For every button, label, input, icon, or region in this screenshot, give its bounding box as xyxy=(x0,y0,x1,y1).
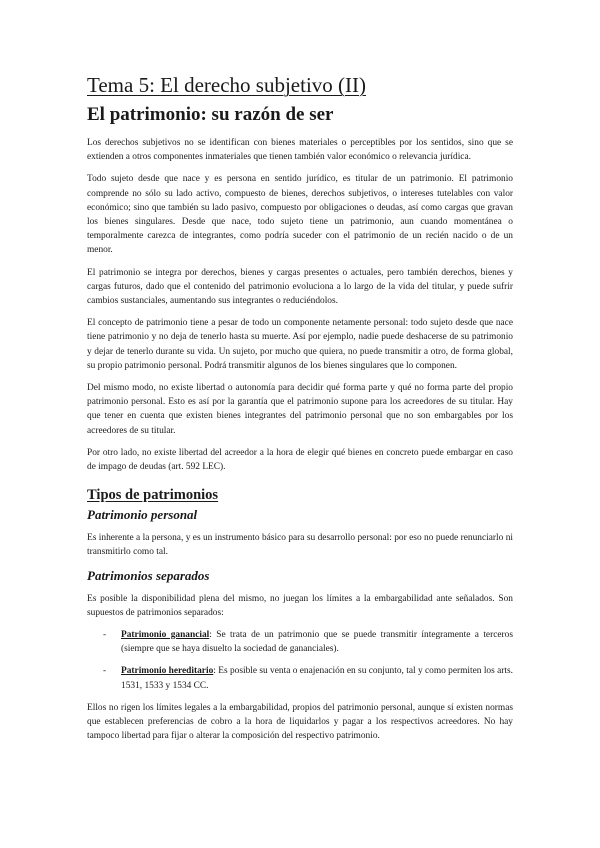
separados-heading: Patrimonios separados xyxy=(87,567,210,583)
paragraph: Por otro lado, no existe libertad del acreedor a la hora de elegir qué bienes en concreto puede embargar en caso de impago de deudas (art. 592 LEC). xyxy=(87,447,513,473)
list-item xyxy=(103,628,513,656)
paragraph: El patrimonio se integra por derechos, bienes y cargas presentes o actuales, pero también derechos, bienes y cargas futuros, dado que el contenido del patrimonio evoluciona a lo largo de la vida del titular, y puede sufrir cambios sustanciales, aumentando sus integrantes o reduciéndolos. xyxy=(87,267,513,307)
list-dash: - xyxy=(103,666,107,677)
section-heading: El patrimonio: su razón de ser xyxy=(87,104,334,125)
list-term: Patrimonio ganancial xyxy=(121,630,210,641)
paragraph: Del mismo modo, no existe libertad o autonomía para decidir qué forma parte y qué no forma parte del propio patrimonio personal. Esto es así por la garantía que el patrimonio supone para los acreedores de su titular. Hay que tener en cuenta que existen bienes integrantes del patrimonio personal que no son embargables por los acreedores de su titular. xyxy=(87,383,513,436)
paragraph: El concepto de patrimonio tiene a pesar de todo un componente netamente personal: todo sujeto desde que nace tiene patrimonio y no deja de tenerlo hasta su muerte. Así por ejemplo, nadie puede deshacerse de su patrimonio y dejar de tenerlo durante su vida. Un sujeto, por mucho que quiera, no puede transmitir a otro, de forma global, su propio patrimonio personal. Podrá transmitir algunos de los bienes singulares que lo componen. xyxy=(87,318,513,371)
list-text: : Se trata de un patrimonio que se puede transmitir íntegramente a terceros (siempre que se haya disuelto la sociedad de gananciales). xyxy=(121,630,513,655)
list-term: Patrimonio hereditario xyxy=(121,666,214,677)
paragraph: Los derechos subjetivos no se identifican con bienes materiales o perceptibles por los sentidos, sino que se extienden a otros componentes inmateriales que tienen también valor económico o relevancia jurídica. xyxy=(87,138,513,163)
separados-intro: Es posible la disponibilidad plena del mismo, no juegan los límites a la embargabilidad ante señalados. Son supuestos de patrimonios separados: xyxy=(87,593,513,618)
list-text: : Es posible su venta o enajenación en su conjunto, tal y como permiten los arts. 1531, 1533 y 1534 CC. xyxy=(121,666,513,691)
types-heading: Tipos de patrimonios xyxy=(87,487,219,504)
closing-paragraph: Ellos no rigen los límites legales a la embargabilidad, propios del patrimonio personal, aunque sí existen normas que establecen preferencias de cobro a la hora de liquidarlos y pagar a los respectivos acreedores. No hay tampoco libertad para fijar o alterar la composición del respectivo patrimonio. xyxy=(87,702,513,742)
list-dash: - xyxy=(103,630,107,641)
personal-text: Es inherente a la persona, y es un instrumento básico para su desarrollo personal: por eso no puede renunciarlo ni transmitirlo como tal. xyxy=(87,533,513,558)
page-title: Tema 5: El derecho subjetivo (II) xyxy=(87,73,367,97)
personal-heading: Patrimonio personal xyxy=(87,507,198,523)
list-item xyxy=(103,664,513,692)
paragraph: Todo sujeto desde que nace y es persona en sentido jurídico, es titular de un patrimonio. El patrimonio comprende no sólo su lado activo, compuesto de bienes, derechos subjetivos, o intereses tutelables con valor económico; sino que también su lado pasivo, compuesto por obligaciones o deudas, así como cargas que gravan los bienes singulares. Desde que nace, todo sujeto tiene un patrimonio, aun cuando momentánea o temporalmente carezca de integrantes, como podría suceder con el patrimonio de un recién nacido o de un menor. xyxy=(87,174,513,256)
separados-list xyxy=(87,628,513,693)
